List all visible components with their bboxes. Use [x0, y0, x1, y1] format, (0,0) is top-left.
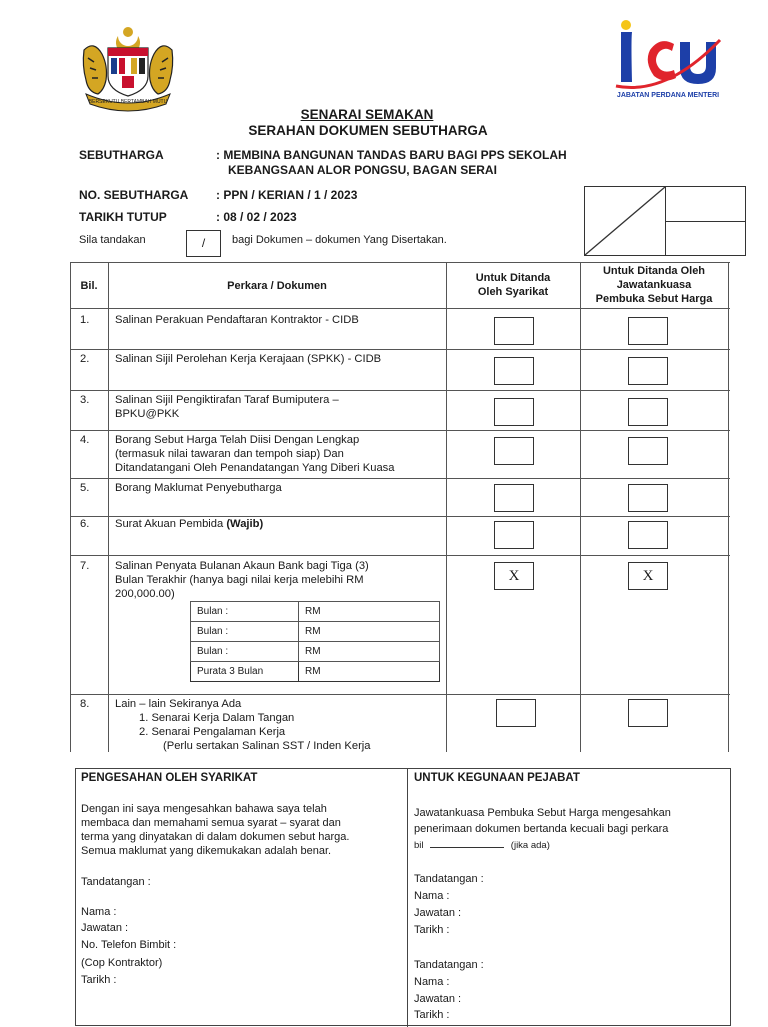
row-4-jawatankuasa-checkbox[interactable]	[628, 437, 668, 465]
row-5-document: Borang Maklumat Penyebutharga	[115, 482, 282, 494]
sebutharga-value-line2: KEBANGSAAN ALOR PONGSU, BAGAN SERAI	[228, 163, 497, 177]
bank-row-label: Bulan :	[191, 642, 299, 662]
bank-row	[191, 602, 440, 622]
row-7-document-line3: 200,000.00)	[115, 588, 175, 600]
row-2-number: 2.	[80, 353, 90, 365]
tarikh-tutup-label: TARIKH TUTUP	[79, 210, 167, 224]
pengesahan-telefon-label: No. Telefon Bimbit :	[81, 939, 177, 951]
bank-statement-table	[190, 601, 440, 682]
malaysia-coat-of-arms-logo	[78, 22, 178, 112]
header-syarikat-line2: Oleh Syarikat	[477, 286, 549, 298]
pejabat-sign2-tandatangan-label: Tandatangan :	[414, 959, 484, 971]
pejabat-title: UNTUK KEGUNAAN PEJABAT	[414, 772, 580, 784]
pejabat-text-line2: penerimaan dokumen bertanda kecuali bagi perkara	[414, 823, 669, 835]
pejabat-sign2-tarikh-label: Tarikh :	[414, 1009, 450, 1021]
bank-row-value: RM	[299, 642, 440, 662]
row-2-document: Salinan Sijil Perolehan Kerja Kerajaan (SPKK) - CIDB	[115, 353, 382, 365]
logo-motto-text: BERSEKUTU BERTAMBAH MUTU	[88, 99, 168, 105]
row-8-document-line4: (Perlu sertakan Salinan SST / Inden Kerja	[163, 740, 371, 752]
row-7-document-line2: Bulan Terakhir (hanya bagi nilai kerja melebihi RM	[115, 574, 364, 586]
pejabat-sign1-jawatan-label: Jawatan :	[414, 907, 462, 919]
row-8-syarikat-checkbox[interactable]	[496, 699, 536, 727]
header-bil: Bil.	[80, 280, 98, 292]
header-jawatankuasa-line1: Untuk Ditanda Oleh	[602, 265, 706, 277]
row-3-syarikat-checkbox[interactable]	[494, 398, 534, 426]
bank-row	[191, 622, 440, 642]
pejabat-sign2-jawatan-label: Jawatan :	[414, 993, 462, 1005]
pejabat-sign1-tandatangan-label: Tandatangan :	[414, 873, 484, 885]
row-4-document-line3: Ditandatangani Oleh Penandatangan Yang Diberi Kuasa	[115, 462, 395, 474]
row-6-jawatankuasa-checkbox[interactable]	[628, 521, 668, 549]
row-6-syarikat-checkbox[interactable]	[494, 521, 534, 549]
row-8-number: 8.	[80, 698, 90, 710]
row-7-number: 7.	[80, 560, 90, 572]
row-2-jawatankuasa-checkbox[interactable]	[628, 357, 668, 385]
row-1-syarikat-checkbox[interactable]	[494, 317, 534, 345]
office-stamp-box	[584, 186, 746, 256]
row-7-document-line1: Salinan Penyata Bulanan Akaun Bank bagi Tiga (3)	[115, 560, 369, 572]
row-5-syarikat-checkbox[interactable]	[494, 484, 534, 512]
bank-row-value: RM	[299, 662, 440, 682]
header-syarikat-line1: Untuk Ditanda	[475, 272, 551, 284]
pejabat-sign2-nama-label: Nama :	[414, 976, 450, 988]
row-4-document-line1: Borang Sebut Harga Telah Diisi Dengan Lengkap	[115, 434, 360, 446]
bank-row-label: Bulan :	[191, 602, 299, 622]
row-8-jawatankuasa-checkbox[interactable]	[628, 699, 668, 727]
pengesahan-jawatan-label: Jawatan :	[81, 922, 129, 934]
row-1-number: 1.	[80, 314, 90, 326]
document-title: SENARAI SEMAKAN	[300, 107, 434, 122]
row-4-syarikat-checkbox[interactable]	[494, 437, 534, 465]
row-8-document-line3: 2. Senarai Pengalaman Kerja	[139, 726, 286, 738]
header-jawatankuasa-line3: Pembuka Sebut Harga	[595, 293, 713, 305]
pejabat-bil-blank[interactable]	[430, 847, 504, 848]
pejabat-bil-label: bil	[414, 840, 424, 851]
logo-caption: JABATAN PERDANA MENTERI	[616, 92, 720, 99]
row-2-syarikat-checkbox[interactable]	[494, 357, 534, 385]
sebutharga-value-line1: : MEMBINA BANGUNAN TANDAS BARU BAGI PPS SEKOLAH	[216, 148, 567, 162]
document-subtitle: SERAHAN DOKUMEN SEBUTHARGA	[248, 123, 488, 138]
tarikh-tutup-value: : 08 / 02 / 2023	[216, 210, 297, 224]
pejabat-sign1-tarikh-label: Tarikh :	[414, 924, 450, 936]
row-7-syarikat-checkbox[interactable]: X	[494, 562, 534, 590]
pejabat-jika-ada-label: (jika ada)	[510, 840, 550, 851]
bank-row-average	[191, 662, 440, 682]
row-7-jawatankuasa-checkbox[interactable]: X	[628, 562, 668, 590]
row-8-document-line2: 1. Senarai Kerja Dalam Tangan	[139, 712, 295, 724]
row-5-jawatankuasa-checkbox[interactable]	[628, 484, 668, 512]
no-sebutharga-value: : PPN / KERIAN / 1 / 2023	[216, 188, 358, 202]
row-1-jawatankuasa-checkbox[interactable]	[628, 317, 668, 345]
row-8-document-line1: Lain – lain Sekiranya Ada	[115, 698, 242, 710]
row-6-wajib-label: (Wajib)	[226, 518, 264, 530]
pengesahan-text-line3: terma yang dinyatakan di dalam dokumen sebut harga.	[81, 831, 350, 843]
pejabat-sign1-nama-label: Nama :	[414, 890, 450, 902]
pejabat-text-line1: Jawatankuasa Pembuka Sebut Harga mengesahkan	[414, 807, 671, 819]
header-perkara: Perkara / Dokumen	[227, 280, 327, 292]
pejabat-text-line3	[414, 839, 550, 853]
row-1-document: Salinan Perakuan Pendaftaran Kontraktor - CIDB	[115, 314, 359, 326]
pengesahan-text-line1: Dengan ini saya mengesahkan bahawa saya telah	[81, 803, 327, 815]
pengesahan-tandatangan-label: Tandatangan :	[81, 876, 151, 888]
icu-jpm-logo	[612, 18, 724, 104]
instruction-text-end: bagi Dokumen – dokumen Yang Disertakan.	[232, 234, 447, 246]
header-jawatankuasa-line2: Jawatankuasa	[616, 279, 692, 291]
row-3-document-line1: Salinan Sijil Pengiktirafan Taraf Bumiputera –	[115, 394, 339, 406]
bank-row-value: RM	[299, 602, 440, 622]
pengesahan-text-line2: membaca dan memahami semua syarat – syarat dan	[81, 817, 341, 829]
row-5-number: 5.	[80, 482, 90, 494]
row-6-number: 6.	[80, 518, 90, 530]
bank-row-label: Bulan :	[191, 622, 299, 642]
instruction-text-start: Sila tandakan	[79, 234, 146, 246]
no-sebutharga-label: NO. SEBUTHARGA	[79, 188, 189, 202]
pengesahan-text-line4: Semua maklumat yang dikemukakan adalah benar.	[81, 845, 332, 857]
pengesahan-tarikh-label: Tarikh :	[81, 974, 117, 986]
row-3-jawatankuasa-checkbox[interactable]	[628, 398, 668, 426]
pengesahan-cop-label: (Cop Kontraktor)	[81, 957, 163, 969]
bank-row-label: Purata 3 Bulan	[191, 662, 299, 682]
pengesahan-title: PENGESAHAN OLEH SYARIKAT	[81, 772, 258, 784]
bank-row	[191, 642, 440, 662]
bank-row-value: RM	[299, 622, 440, 642]
sebutharga-label: SEBUTHARGA	[79, 148, 164, 162]
instruction-mark-box: /	[186, 230, 221, 257]
row-6-document-text: Surat Akuan Pembida	[115, 518, 227, 530]
row-6-document	[115, 517, 263, 531]
row-4-number: 4.	[80, 434, 90, 446]
pengesahan-nama-label: Nama :	[81, 906, 117, 918]
row-4-document-line2: (termasuk nilai tawaran dan tempoh siap) Dan	[115, 448, 344, 460]
row-3-document-line2: BPKU@PKK	[115, 408, 180, 420]
row-3-number: 3.	[80, 394, 90, 406]
